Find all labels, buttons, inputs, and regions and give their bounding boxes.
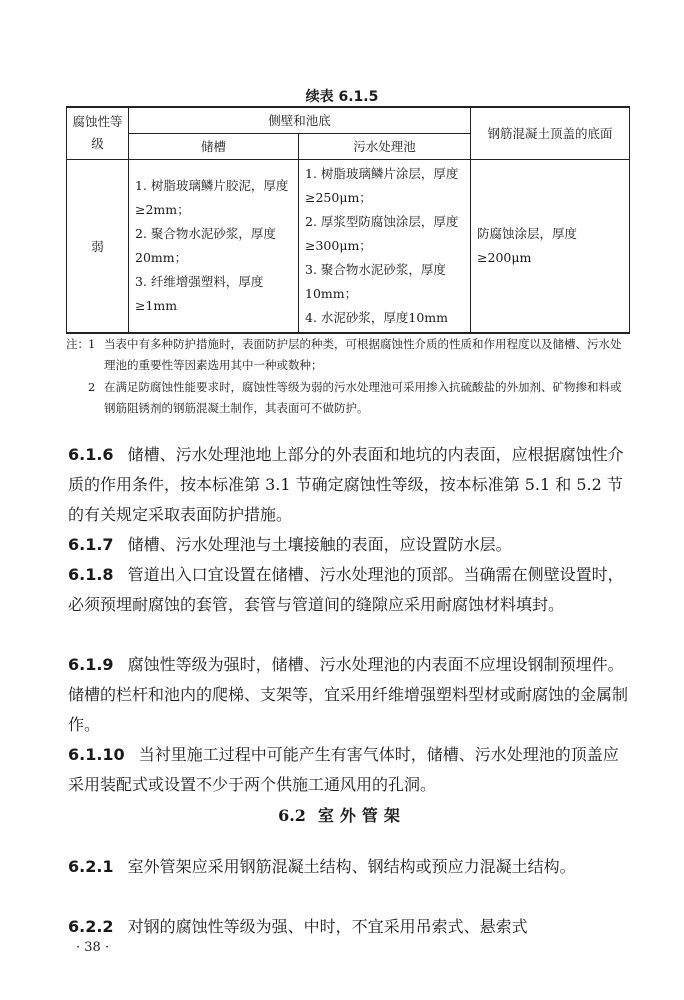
cell-top: 防腐蚀涂层，厚度≥200μm [471, 159, 630, 333]
sewage-line: 4. 水泥砂浆，厚度10mm [305, 309, 449, 325]
section-number: 6.2 [278, 806, 306, 825]
clause-number: 6.2.1 [68, 857, 114, 876]
clause-text: 储槽、污水处理池与土壤接触的表面，应设置防水层。 [127, 535, 512, 554]
clause-number: 6.1.9 [68, 655, 114, 674]
clause-6-2-2 [68, 912, 628, 942]
clause-text: 管道出入口宜设置在储槽、污水处理池的顶部。当确需在侧壁设置时，必须预埋耐腐蚀的套管，套管与管道间的缝隙应采用耐腐蚀材料填封。 [68, 565, 624, 614]
spec-table [66, 106, 630, 334]
clause-text: 腐蚀性等级为强时，储槽、污水处理池的内表面不应埋设钢制预埋件。储槽的栏杆和池内的爬梯、支架等，宜采用纤维增强塑料型材或耐腐蚀的金属制作。 [68, 655, 629, 734]
table-title: 续表 6.1.5 [305, 89, 379, 105]
note-2 [88, 377, 624, 419]
clause-number: 6.1.10 [68, 745, 125, 764]
note-text: 当表中有多种防护措施时，表面防护层的种类，可根据腐蚀性介质的性质和作用程度以及储槽、污水处理池的重要性等因素选用其中一种或数种； [104, 337, 622, 372]
storage-line: 3. 纤维增强塑料，厚度≥1mm [135, 273, 264, 313]
clause-6-1-10 [68, 740, 628, 800]
clause-6-1-8 [68, 560, 628, 620]
sewage-line: 1. 树脂玻璃鳞片涂层，厚度≥250μm； [305, 165, 459, 205]
header-storage: 储槽 [129, 133, 299, 159]
section-heading [0, 803, 684, 826]
note-number: 2 [88, 380, 96, 394]
clause-text: 对钢的腐蚀性等级为强、中时，不宜采用吊索式、悬索式 [127, 917, 528, 936]
header-group: 侧壁和池底 [129, 107, 471, 133]
clause-text: 室外管架应采用钢筋混凝土结构、钢结构或预应力混凝土结构。 [127, 857, 576, 876]
cell-storage [129, 159, 299, 333]
clause-text: 储槽、污水处理池地上部分的外表面和地坑的内表面，应根据腐蚀性介质的作用条件，按本标准第 3.1 节确定腐蚀性等级，按本标准第 5.1 和 5.2 节的有关规定采取表面防护措施。 [68, 445, 624, 524]
sewage-line: 2. 厚浆型防腐蚀涂层，厚度≥300μm； [305, 213, 459, 253]
sewage-line: 3. 聚合物水泥砂浆，厚度10mm； [305, 261, 446, 301]
note-label: 注： [66, 337, 89, 351]
page-number: · 38 · [76, 940, 110, 955]
clause-text: 当衬里施工过程中可能产生有害气体时，储槽、污水处理池的顶盖应采用装配式或设置不少于两个供施工通风用的孔洞。 [68, 745, 619, 794]
section-title: 室外管架 [317, 806, 406, 825]
clause-6-1-7 [68, 530, 628, 560]
header-grade: 腐蚀性等级 [67, 107, 129, 159]
note-text: 在满足防腐蚀性能要求时，腐蚀性等级为弱的污水处理池可采用掺入抗硫酸盐的外加剂、矿物掺和料或钢筋阻锈剂的钢筋混凝土制作，其表面可不做防护。 [104, 380, 622, 415]
clause-number: 6.1.6 [68, 445, 114, 464]
cell-sewage [299, 159, 471, 333]
clause-number: 6.1.8 [68, 565, 114, 584]
note-1 [66, 334, 624, 376]
storage-line: 2. 聚合物水泥砂浆，厚度20mm； [135, 225, 276, 265]
note-number: 1 [88, 337, 96, 351]
clause-number: 6.1.7 [68, 535, 114, 554]
header-sewage: 污水处理池 [299, 133, 471, 159]
header-top: 钢筋混凝土顶盖的底面 [471, 107, 630, 159]
clause-number: 6.2.2 [68, 917, 114, 936]
cell-grade: 弱 [67, 159, 129, 333]
clause-6-1-9 [68, 650, 628, 740]
storage-line: 1. 树脂玻璃鳞片胶泥，厚度≥2mm； [135, 177, 289, 217]
clause-6-2-1 [68, 852, 628, 882]
clause-6-1-6 [68, 440, 628, 530]
